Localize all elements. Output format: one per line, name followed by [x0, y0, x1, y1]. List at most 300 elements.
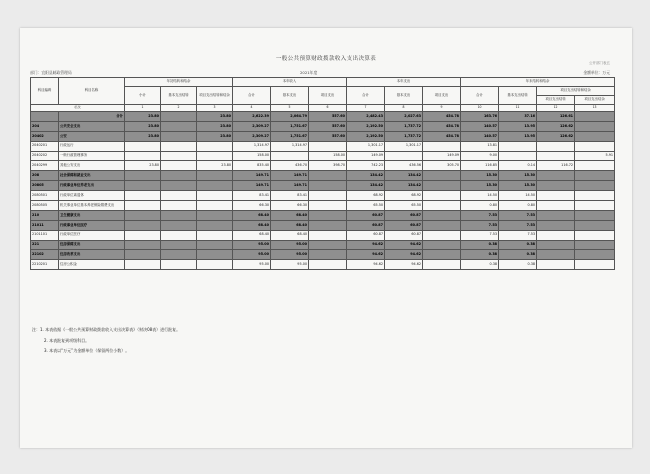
sub-header: 项目支出结余	[575, 96, 615, 105]
row-value	[161, 171, 197, 181]
row-value: 134.42	[347, 171, 385, 181]
header-ending-basic: 项目支出结转和结余	[537, 87, 615, 96]
row-value	[125, 171, 161, 181]
row-value: 1,301.17	[385, 141, 423, 151]
row-value	[197, 151, 233, 161]
row-value	[125, 240, 161, 250]
column-number: 7	[347, 105, 385, 112]
row-value	[161, 210, 197, 220]
row-value: 2,192.50	[347, 121, 385, 131]
row-value: 149.71	[271, 181, 309, 191]
row-value	[575, 121, 615, 131]
row-value	[537, 260, 575, 270]
row-value: 158.00	[309, 151, 347, 161]
row-value	[309, 230, 347, 240]
row-value: 126.62	[537, 131, 575, 141]
row-value	[309, 220, 347, 230]
table-row	[31, 201, 615, 211]
column-number: 3	[197, 105, 233, 112]
row-value: 126.61	[537, 112, 575, 122]
row-value	[125, 201, 161, 211]
row-value: 95.00	[271, 240, 309, 250]
row-value: 149.71	[233, 181, 271, 191]
row-value	[575, 201, 615, 211]
row-value: 134.42	[385, 171, 423, 181]
row-value	[309, 201, 347, 211]
corner-label: 公开部门表五	[589, 61, 610, 65]
table-row	[31, 181, 615, 191]
table-row	[31, 112, 615, 122]
row-code: 21011	[31, 220, 59, 230]
column-number: 2	[161, 105, 197, 112]
header-name: 科目名称	[59, 78, 125, 105]
row-value	[161, 141, 197, 151]
table-row	[31, 141, 615, 151]
row-code: 210	[31, 210, 59, 220]
row-value: 65.50	[347, 201, 385, 211]
column-number: 4	[233, 105, 271, 112]
row-name: 住房改革支出	[59, 250, 125, 260]
row-value	[161, 121, 197, 131]
row-code: 208	[31, 171, 59, 181]
row-value	[161, 112, 197, 122]
row-value	[537, 240, 575, 250]
row-value: 15.30	[499, 171, 537, 181]
row-value: 0.38	[499, 240, 537, 250]
row-code: 20402	[31, 131, 59, 141]
row-value	[537, 210, 575, 220]
row-value	[499, 141, 537, 151]
sub-header: 合计	[461, 87, 499, 105]
row-value: 140.57	[461, 131, 499, 141]
row-value: 557.60	[309, 131, 347, 141]
row-value	[125, 230, 161, 240]
row-value	[537, 250, 575, 260]
row-value	[537, 181, 575, 191]
row-value: 0.38	[461, 240, 499, 250]
row-value: 436.56	[385, 161, 423, 171]
column-number: 1	[125, 105, 161, 112]
row-value: 2,064.79	[271, 112, 309, 122]
column-number: 栏次	[31, 105, 125, 112]
row-code: 2080501	[31, 191, 59, 201]
row-name: 住房公积金	[59, 260, 125, 270]
row-value: 1,751.67	[271, 121, 309, 131]
row-value: 94.62	[347, 260, 385, 270]
row-value: 149.71	[233, 171, 271, 181]
row-value: 83.41	[271, 191, 309, 201]
row-value	[125, 260, 161, 270]
row-value: 398.70	[309, 161, 347, 171]
header-revenue: 本年收入	[233, 78, 347, 87]
table-row	[31, 161, 615, 171]
row-name: 行政单位离退休	[59, 191, 125, 201]
row-value: 2,482.43	[347, 112, 385, 122]
row-value: 0.38	[461, 260, 499, 270]
row-value	[125, 151, 161, 161]
row-value: 305.70	[423, 161, 461, 171]
row-value: 13.81	[461, 141, 499, 151]
row-code: 2210201	[31, 260, 59, 270]
row-value: 23.80	[125, 121, 161, 131]
sub-header: 合计	[233, 87, 271, 105]
sub-header: 项目支出结转	[537, 96, 575, 105]
row-value	[197, 171, 233, 181]
row-value: 95.00	[233, 240, 271, 250]
row-name: 公共安全支出	[59, 121, 125, 131]
table-row	[31, 151, 615, 161]
row-value: 95.00	[233, 250, 271, 260]
row-value: 158.00	[233, 151, 271, 161]
row-value	[197, 201, 233, 211]
row-value: 0.38	[499, 260, 537, 270]
row-value	[537, 230, 575, 240]
row-value	[575, 141, 615, 151]
table-row	[31, 260, 615, 270]
note-line: 2. 本表批复到项级科目。	[44, 337, 90, 343]
row-value	[161, 151, 197, 161]
row-value	[197, 240, 233, 250]
table-row	[31, 121, 615, 131]
row-value: 95.00	[271, 250, 309, 260]
sub-header: 基本支出	[271, 87, 309, 105]
row-value	[309, 260, 347, 270]
row-code: 221	[31, 240, 59, 250]
row-value	[537, 171, 575, 181]
row-value	[423, 230, 461, 240]
row-value	[537, 201, 575, 211]
row-value: 23.80	[197, 161, 233, 171]
column-number: 6	[309, 105, 347, 112]
row-value: 835.40	[233, 161, 271, 171]
row-value: 66.30	[271, 201, 309, 211]
row-value: 68.40	[233, 230, 271, 240]
row-value: 149.09	[347, 151, 385, 161]
row-value: 0.38	[499, 250, 537, 260]
row-value: 149.09	[423, 151, 461, 161]
row-name: 合计	[59, 112, 125, 122]
row-value: 742.23	[347, 161, 385, 171]
row-value: 557.60	[309, 112, 347, 122]
row-code: 2040299	[31, 161, 59, 171]
row-value: 7.53	[499, 220, 537, 230]
table-row	[31, 230, 615, 240]
row-value	[575, 191, 615, 201]
row-value	[309, 250, 347, 260]
row-value: 7.53	[499, 210, 537, 220]
row-value	[423, 171, 461, 181]
row-value	[423, 250, 461, 260]
row-value	[575, 210, 615, 220]
column-number: 12	[537, 105, 575, 112]
row-value: 116.85	[461, 161, 499, 171]
row-value	[575, 220, 615, 230]
row-name: 行政运行	[59, 141, 125, 151]
row-value: 1,301.17	[347, 141, 385, 151]
row-name: 行政事业单位医疗	[59, 220, 125, 230]
row-value	[309, 181, 347, 191]
unit-label: 部门：宜阳县邮政管理局	[30, 70, 72, 75]
row-value: 23.80	[197, 121, 233, 131]
row-value	[197, 220, 233, 230]
row-value: 23.80	[125, 161, 161, 171]
row-value: 23.80	[197, 112, 233, 122]
row-value: 68.40	[233, 210, 271, 220]
row-value	[309, 210, 347, 220]
sub-header: 合计	[347, 87, 385, 105]
row-value: 7.53	[461, 230, 499, 240]
row-value	[161, 161, 197, 171]
row-value: 2,192.50	[347, 131, 385, 141]
row-value: 68.40	[271, 210, 309, 220]
row-value: 15.30	[461, 181, 499, 191]
row-value: 149.71	[271, 171, 309, 181]
row-code: 20805	[31, 181, 59, 191]
row-value: 0.80	[461, 201, 499, 211]
row-value: 15.30	[461, 171, 499, 181]
row-value: 0.80	[499, 201, 537, 211]
row-value: 454.78	[423, 112, 461, 122]
row-value	[537, 141, 575, 151]
row-value: 1,314.97	[233, 141, 271, 151]
row-code: 2101101	[31, 230, 59, 240]
row-value: 13.95	[499, 121, 537, 131]
header-code: 科目编码	[31, 78, 59, 105]
column-number: 11	[499, 105, 537, 112]
row-name: 卫生健康支出	[59, 210, 125, 220]
row-value: 2,309.27	[233, 131, 271, 141]
row-value	[125, 250, 161, 260]
row-value: 14.50	[461, 191, 499, 201]
row-value: 557.60	[309, 121, 347, 131]
row-value: 13.95	[499, 131, 537, 141]
table-row	[31, 171, 615, 181]
row-value: 37.16	[499, 112, 537, 122]
note-line: 注：1. 本表依据《一般公共预算财政拨款收入支出决算表》（财决08表）进行批复。	[32, 327, 181, 332]
row-value: 94.62	[385, 260, 423, 270]
row-value	[125, 181, 161, 191]
row-value	[575, 161, 615, 171]
row-value: 7.53	[461, 210, 499, 220]
row-value	[197, 181, 233, 191]
note-line: 3. 本表以“万元”为金额单位（保留两位小数）。	[44, 348, 130, 353]
row-value	[575, 260, 615, 270]
row-value: 7.53	[499, 230, 537, 240]
row-value: 66.30	[233, 201, 271, 211]
row-value: 68.40	[233, 220, 271, 230]
row-value: 60.87	[347, 230, 385, 240]
row-value	[309, 141, 347, 151]
row-value	[125, 210, 161, 220]
row-name: 住房保障支出	[59, 240, 125, 250]
row-value	[423, 141, 461, 151]
row-value: 23.80	[125, 112, 161, 122]
budget-table	[30, 77, 615, 270]
row-value	[499, 151, 537, 161]
row-value: 5.91	[575, 151, 615, 161]
row-value	[161, 201, 197, 211]
header-ending: 年末结转和结余	[461, 78, 615, 87]
table-row	[31, 210, 615, 220]
row-value: 60.87	[385, 210, 423, 220]
row-value	[161, 230, 197, 240]
row-code	[31, 112, 59, 122]
row-value: 60.87	[385, 220, 423, 230]
row-value	[575, 112, 615, 122]
row-value	[575, 230, 615, 240]
row-name: 其他公安支出	[59, 161, 125, 171]
row-value	[385, 151, 423, 161]
row-value: 95.00	[271, 260, 309, 270]
row-value: 15.30	[499, 181, 537, 191]
row-value: 134.42	[347, 181, 385, 191]
row-value	[197, 141, 233, 151]
row-value	[537, 151, 575, 161]
row-value	[125, 141, 161, 151]
sub-header: 项目支出	[309, 87, 347, 105]
row-value: 2,309.27	[233, 121, 271, 131]
row-value	[197, 250, 233, 260]
row-value: 116.72	[537, 161, 575, 171]
row-value: 454.78	[423, 121, 461, 131]
sub-header: 基本支出结转	[499, 87, 537, 105]
table-row	[31, 191, 615, 201]
table-row	[31, 240, 615, 250]
row-value	[161, 260, 197, 270]
row-name: 社会保障和就业支出	[59, 171, 125, 181]
row-code: 2040202	[31, 151, 59, 161]
row-value: 23.80	[197, 131, 233, 141]
row-value: 134.42	[385, 181, 423, 191]
row-value: 68.40	[271, 220, 309, 230]
row-value	[423, 191, 461, 201]
year-label: 2021年度	[300, 70, 318, 75]
row-value	[161, 250, 197, 260]
row-code: 2040201	[31, 141, 59, 151]
row-value	[575, 181, 615, 191]
column-number: 13	[575, 105, 615, 112]
row-name: 行政单位医疗	[59, 230, 125, 240]
row-value	[575, 171, 615, 181]
row-value	[309, 171, 347, 181]
sub-header: 项目支出结转和结余	[197, 87, 233, 105]
row-name: 一般行政管理事务	[59, 151, 125, 161]
row-value	[423, 240, 461, 250]
row-value	[575, 131, 615, 141]
row-value: 95.00	[233, 260, 271, 270]
row-value	[423, 260, 461, 270]
header-carryover: 年初结转和结余	[125, 78, 233, 87]
sub-header: 基本支出	[385, 87, 423, 105]
table-row	[31, 250, 615, 260]
row-value: 94.62	[347, 250, 385, 260]
row-value	[423, 181, 461, 191]
row-value: 0.14	[499, 161, 537, 171]
header-expense: 本年支出	[347, 78, 461, 87]
row-value	[423, 201, 461, 211]
row-value: 1,737.72	[385, 121, 423, 131]
row-value	[197, 191, 233, 201]
row-value: 454.78	[423, 131, 461, 141]
row-value: 60.87	[347, 220, 385, 230]
row-value: 60.87	[385, 230, 423, 240]
row-value: 23.80	[125, 131, 161, 141]
row-name: 公安	[59, 131, 125, 141]
row-value	[161, 181, 197, 191]
row-value	[575, 240, 615, 250]
row-value: 1,737.72	[385, 131, 423, 141]
row-value	[537, 191, 575, 201]
row-value: 140.57	[461, 121, 499, 131]
row-value	[161, 220, 197, 230]
money-unit-label: 金额单位：万元	[583, 70, 610, 75]
row-value: 68.92	[385, 191, 423, 201]
row-value: 126.62	[537, 121, 575, 131]
row-value	[537, 220, 575, 230]
table-row	[31, 220, 615, 230]
row-code: 2080505	[31, 201, 59, 211]
row-value: 163.76	[461, 112, 499, 122]
row-value: 2,027.63	[385, 112, 423, 122]
row-value: 1,751.67	[271, 131, 309, 141]
row-value	[125, 220, 161, 230]
row-value	[197, 260, 233, 270]
notes	[32, 325, 180, 357]
document-title: 一般公共预算财政拨款收入支出决算表	[275, 56, 377, 62]
row-code: 22102	[31, 250, 59, 260]
column-number: 5	[271, 105, 309, 112]
row-value: 68.92	[347, 191, 385, 201]
column-number: 8	[385, 105, 423, 112]
row-value: 9.00	[461, 151, 499, 161]
row-value	[423, 220, 461, 230]
row-value: 94.62	[385, 250, 423, 260]
row-value: 60.87	[347, 210, 385, 220]
row-value	[161, 131, 197, 141]
row-value: 68.40	[271, 230, 309, 240]
row-value: 94.62	[347, 240, 385, 250]
sub-header: 基本支出结转	[161, 87, 197, 105]
row-code: 204	[31, 121, 59, 131]
row-value: 65.50	[385, 201, 423, 211]
row-value	[125, 191, 161, 201]
row-value: 14.50	[499, 191, 537, 201]
row-value	[197, 230, 233, 240]
row-value	[271, 151, 309, 161]
row-value: 0.38	[461, 250, 499, 260]
column-number: 9	[423, 105, 461, 112]
row-value	[575, 250, 615, 260]
document-page	[20, 28, 632, 448]
row-value	[161, 191, 197, 201]
row-value	[423, 210, 461, 220]
row-name: 机关事业单位基本养老保险缴费支出	[59, 201, 125, 211]
row-value: 1,314.97	[271, 141, 309, 151]
row-name: 行政事业单位养老支出	[59, 181, 125, 191]
row-value: 94.62	[385, 240, 423, 250]
row-value: 436.70	[271, 161, 309, 171]
row-value	[197, 210, 233, 220]
row-value: 2,622.39	[233, 112, 271, 122]
table-row	[31, 131, 615, 141]
row-value: 7.53	[461, 220, 499, 230]
row-value	[309, 240, 347, 250]
column-number: 10	[461, 105, 499, 112]
sub-header: 小计	[125, 87, 161, 105]
row-value	[161, 240, 197, 250]
sub-header: 项目支出	[423, 87, 461, 105]
row-value	[309, 191, 347, 201]
